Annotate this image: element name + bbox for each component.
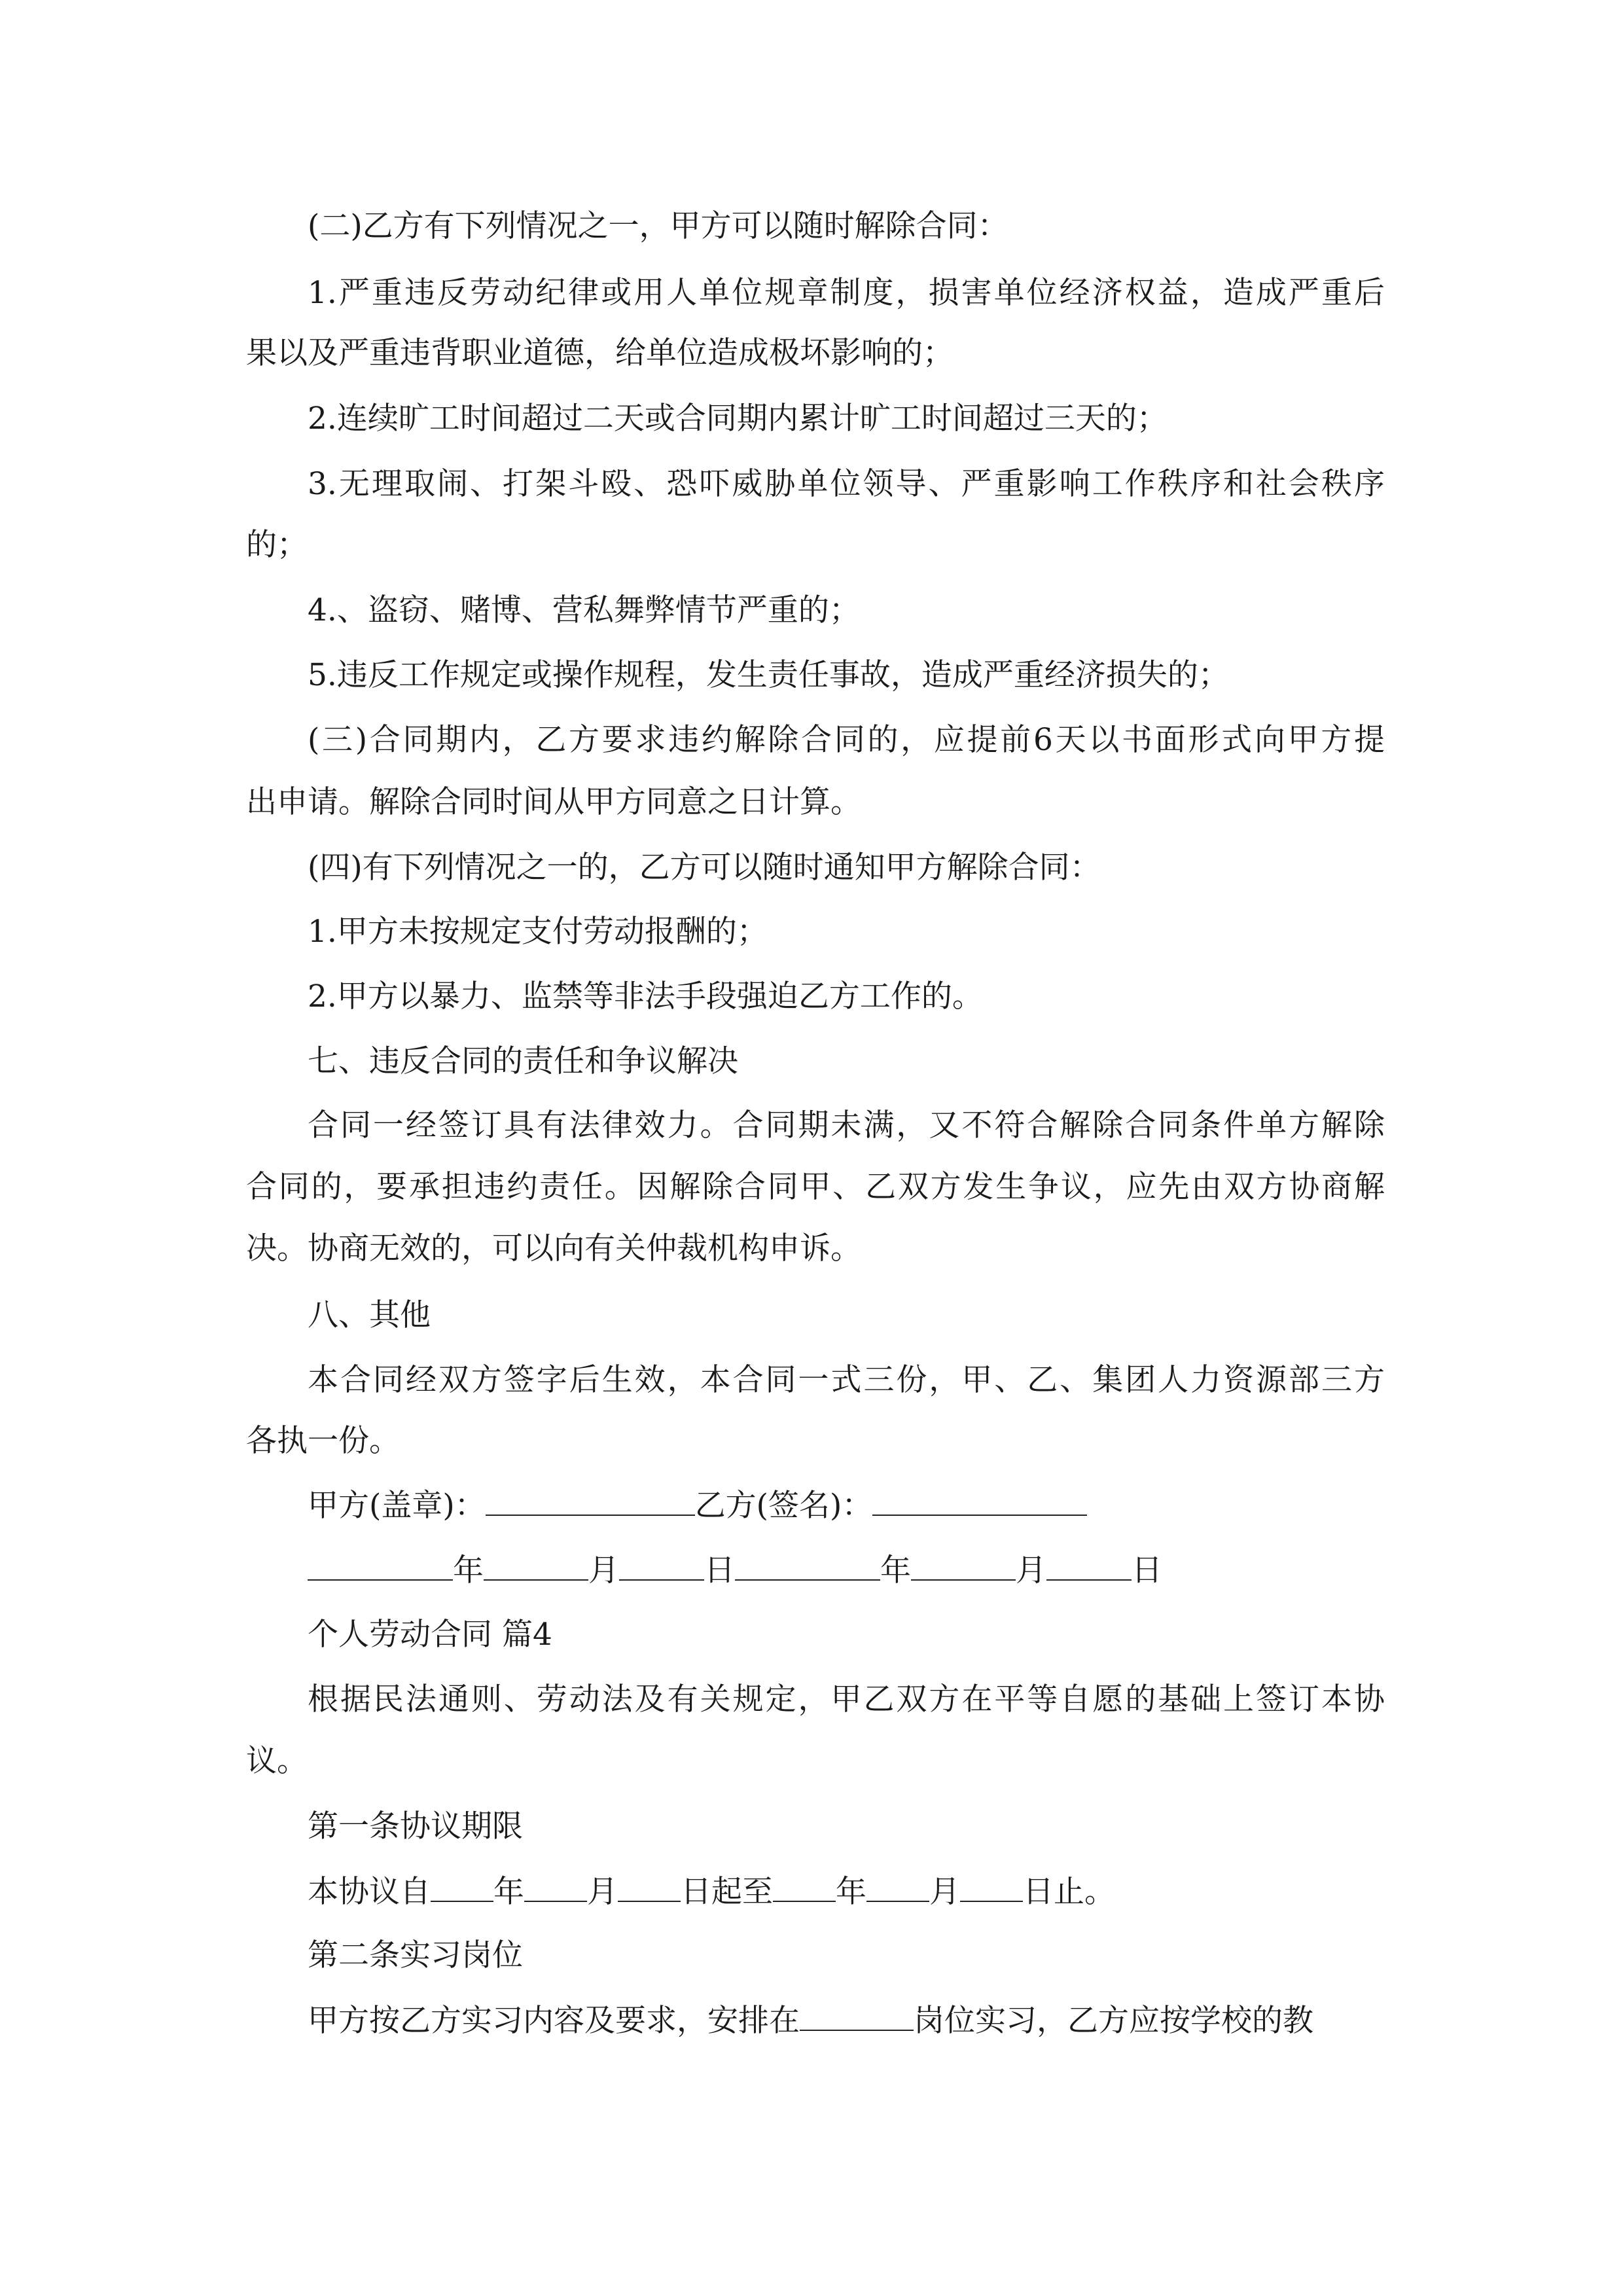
party-b-month-blank[interactable] xyxy=(911,1551,1016,1581)
clause-item-1-line-1: 1.严重违反劳动纪律或用人单位规章制度，损害单位经济权益，造成严重后 xyxy=(308,275,1385,311)
section-7-para-line-3: 决。协商无效的，可以向有关仲裁机构申诉。 xyxy=(246,1230,861,1266)
article-1-heading: 第一条协议期限 xyxy=(308,1808,523,1844)
start-year-blank[interactable] xyxy=(431,1872,493,1902)
clause-item-4: 4.、盗窃、赌博、营私舞弊情节严重的； xyxy=(308,592,860,628)
clause-4-item-2: 2.甲方以暴力、监禁等非法手段强迫乙方工作的。 xyxy=(308,978,983,1014)
internship-position-blank[interactable] xyxy=(800,2001,914,2031)
section-7-para-line-1: 合同一经签订具有法律效力。合同期未满，又不符合解除合同条件单方解除 xyxy=(308,1107,1385,1143)
party-a-day-label: 日 xyxy=(704,1552,735,1588)
party-b-day-blank[interactable] xyxy=(1046,1551,1132,1581)
clause-item-5: 5.违反工作规定或操作规程，发生责任事故，造成严重经济损失的； xyxy=(308,657,1229,693)
party-a-signature-blank[interactable] xyxy=(486,1486,695,1516)
contract-4-intro-line-2: 议。 xyxy=(246,1743,308,1779)
start-day-blank[interactable] xyxy=(618,1872,681,1902)
end-month-label: 月 xyxy=(929,1874,960,1910)
article-2-text-after: 岗位实习，乙方应按学校的教 xyxy=(914,2003,1313,2039)
start-month-blank[interactable] xyxy=(524,1872,587,1902)
clause-item-2: 2.连续旷工时间超过二天或合同期内累计旷工时间超过三天的； xyxy=(308,401,1168,437)
period-prefix: 本协议自 xyxy=(308,1874,431,1910)
agreement-period-line xyxy=(308,1872,1385,1911)
article-2-heading: 第二条实习岗位 xyxy=(308,1937,523,1973)
clause-item-3-line-2: 的； xyxy=(246,527,308,563)
party-b-day-label: 日 xyxy=(1132,1552,1162,1588)
clause-dismissal-heading: (二)乙方有下列情况之一，甲方可以随时解除合同： xyxy=(308,208,1008,244)
section-8-heading: 八、其他 xyxy=(308,1297,431,1333)
clause-item-3-line-1: 3.无理取闹、打架斗殴、恐吓威胁单位领导、严重影响工作秩序和社会秩序 xyxy=(308,466,1385,502)
clause-4-heading: (四)有下列情况之一的，乙方可以随时通知甲方解除合同： xyxy=(308,850,1101,886)
party-a-label: 甲方(盖章)： xyxy=(308,1488,486,1524)
start-month-label: 月 xyxy=(587,1874,618,1910)
clause-3-line-2: 出申请。解除合同时间从甲方同意之日计算。 xyxy=(246,784,861,820)
party-b-year-label: 年 xyxy=(880,1552,911,1588)
article-2-text-before: 甲方按乙方实习内容及要求，安排在 xyxy=(308,2003,800,2039)
section-8-para-line-2: 各执一份。 xyxy=(246,1423,400,1459)
party-b-month-label: 月 xyxy=(1016,1552,1046,1588)
end-year-blank[interactable] xyxy=(773,1872,836,1902)
party-a-month-blank[interactable] xyxy=(484,1551,588,1581)
start-day-label: 日起至 xyxy=(681,1874,773,1910)
party-a-day-blank[interactable] xyxy=(619,1551,704,1581)
party-b-year-blank[interactable] xyxy=(735,1551,880,1581)
clause-item-1-line-2: 果以及严重违背职业道德，给单位造成极坏影响的； xyxy=(246,335,954,371)
end-day-label: 日止。 xyxy=(1023,1874,1115,1910)
end-year-label: 年 xyxy=(836,1874,866,1910)
article-2-para-line-1 xyxy=(308,2001,1385,2040)
section-7-para-line-2: 合同的，要承担违约责任。因解除合同甲、乙双方发生争议，应先由双方协商解 xyxy=(246,1169,1385,1205)
clause-3-line-1: (三)合同期内，乙方要求违约解除合同的，应提前6天以书面形式向甲方提 xyxy=(308,722,1385,758)
contract-4-title: 个人劳动合同 篇4 xyxy=(308,1617,552,1653)
section-7-heading: 七、违反合同的责任和争议解决 xyxy=(308,1043,738,1079)
party-a-year-blank[interactable] xyxy=(308,1551,453,1581)
end-month-blank[interactable] xyxy=(866,1872,929,1902)
end-day-blank[interactable] xyxy=(960,1872,1023,1902)
signature-date-line xyxy=(308,1551,1385,1590)
party-b-label: 乙方(签名)： xyxy=(694,1488,873,1524)
section-8-para-line-1: 本合同经双方签字后生效，本合同一式三份，甲、乙、集团人力资源部三方 xyxy=(308,1362,1385,1398)
contract-4-intro-line-1: 根据民法通则、劳动法及有关规定，甲乙双方在平等自愿的基础上签订本协 xyxy=(308,1681,1385,1717)
party-a-year-label: 年 xyxy=(453,1552,484,1588)
signature-line xyxy=(308,1486,1385,1525)
party-b-signature-blank[interactable] xyxy=(872,1486,1087,1516)
start-year-label: 年 xyxy=(493,1874,524,1910)
party-a-month-label: 月 xyxy=(588,1552,619,1588)
clause-4-item-1: 1.甲方未按规定支付劳动报酬的； xyxy=(308,914,768,950)
